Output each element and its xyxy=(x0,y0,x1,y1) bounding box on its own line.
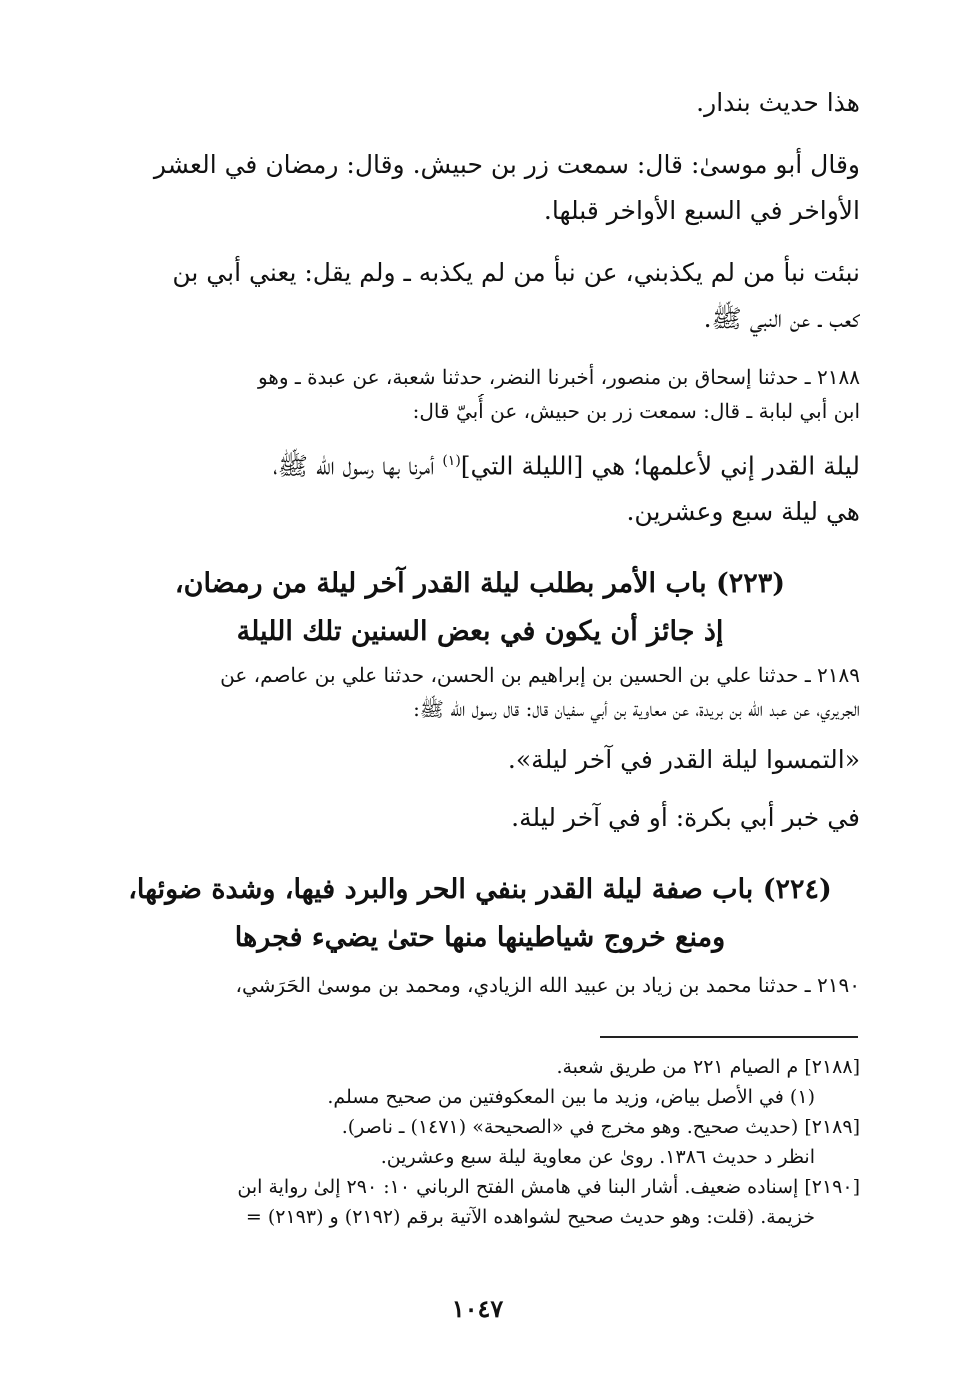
page-number: ١٠٤٧ xyxy=(451,1294,504,1323)
heading-line: (٢٢٤) باب صفة ليلة القدر بنفي الحر والبرد فيها، وشدة ضوئها، xyxy=(128,874,832,905)
hadith-2188-matn xyxy=(100,438,860,535)
heading-line: ومنع خروج شياطينها منها حتىٰ يضيء فجرها xyxy=(234,922,726,953)
footnotes xyxy=(100,1052,860,1232)
heading-line: (٢٢٣) باب الأمر بطلب ليلة القدر آخر ليلة من رمضان، xyxy=(174,568,786,599)
heading-line: إذ جائز أن يكون في بعض السنين تلك الليلة xyxy=(236,616,724,647)
footnote-line: [٢١٨٩] (حديث صحيح. وهو مخرج في «الصحيحة» (١٤٧١) ـ ناصر). xyxy=(341,1116,860,1138)
hadith-2188-isnad xyxy=(100,360,860,428)
text-line xyxy=(100,438,860,489)
footnote-divider xyxy=(600,1036,858,1038)
footnote-line: (١) في الأصل بياض، وزيد ما بين المعكوفتين من صحيح مسلم. xyxy=(327,1086,815,1108)
paragraph-abu-musa xyxy=(100,142,860,234)
matn-text: ليلة القدر إني لأعلمها؛ هي [الليلة التي] xyxy=(460,451,860,481)
footnote-line: انظر د حديث ١٣٨٦. روىٰ عن معاوية ليلة سبع وعشرين. xyxy=(380,1146,815,1168)
text-line: وقال أبو موسىٰ: قال: سمعت زر بن حبيش. وقال: رمضان في العشر xyxy=(153,150,860,179)
text-line: كعب ـ عن النبي ﷺ. xyxy=(703,304,860,333)
chapter-heading-224 xyxy=(100,866,860,962)
text-line: ٢١٨٨ ـ حدثنا إسحاق بن منصور، أخبرنا النضر، حدثنا شعبة، عن عبدة ـ وهو xyxy=(257,365,860,389)
footnote-marker: (١) xyxy=(442,453,461,469)
hadith-2190-isnad xyxy=(100,968,860,1002)
hadith-2189-isnad xyxy=(100,658,860,726)
hadith-2189-note xyxy=(100,795,860,841)
footnote-line: [٢١٨٨] م الصيام ٢٢١ من طريق شعبة. xyxy=(556,1056,860,1078)
paragraph-hadith-bundar xyxy=(100,80,860,126)
text-line: ابن أبي لبابة ـ قال: سمعت زر بن حبيش، عن أُبيّ قال: xyxy=(412,399,860,423)
paragraph-nubbi-tu xyxy=(100,250,860,342)
hadith-2189-matn xyxy=(100,737,860,783)
footnote-line: [٢١٩٠] إسناده ضعيف. أشار البنا في هامش الفتح الرباني ١٠: ٢٩٠ إلىٰ رواية ابن xyxy=(237,1176,860,1198)
text-line: الأواخر في السبع الأواخر قبلها. xyxy=(543,196,860,225)
text-line: هذا حديث بندار. xyxy=(696,88,860,117)
text-line: ٢١٩٠ ـ حدثنا محمد بن زياد بن عبيد الله الزيادي، ومحمد بن موسىٰ الحَرَشي، xyxy=(235,973,860,997)
text-line: الجريري، عن عبد الله بن بريدة، عن معاوية بن أبي سفيان قال: قال رسول الله ﷺ: xyxy=(413,697,860,721)
chapter-heading-223 xyxy=(100,560,860,656)
text-line: هي ليلة سبع وعشرين. xyxy=(626,497,860,527)
text-line: «التمسوا ليلة القدر في آخر ليلة». xyxy=(507,745,860,774)
matn-text: أمرنا بها رسول الله ﷺ، xyxy=(273,451,443,481)
text-line: في خبر أبي بكرة: أو في آخر ليلة. xyxy=(511,803,860,832)
text-line: نبئت نبأ من لم يكذبني، عن نبأ من لم يكذبه ـ ولم يقل: يعني أبي بن xyxy=(172,258,860,287)
text-line: ٢١٨٩ ـ حدثنا علي بن الحسين بن إبراهيم بن الحسن، حدثنا علي بن عاصم، عن xyxy=(220,663,860,687)
footnote-line: خزيمة. (قلت: وهو حديث صحيح لشواهده الآتية برقم (٢١٩٢) و (٢١٩٣) = xyxy=(245,1206,815,1228)
